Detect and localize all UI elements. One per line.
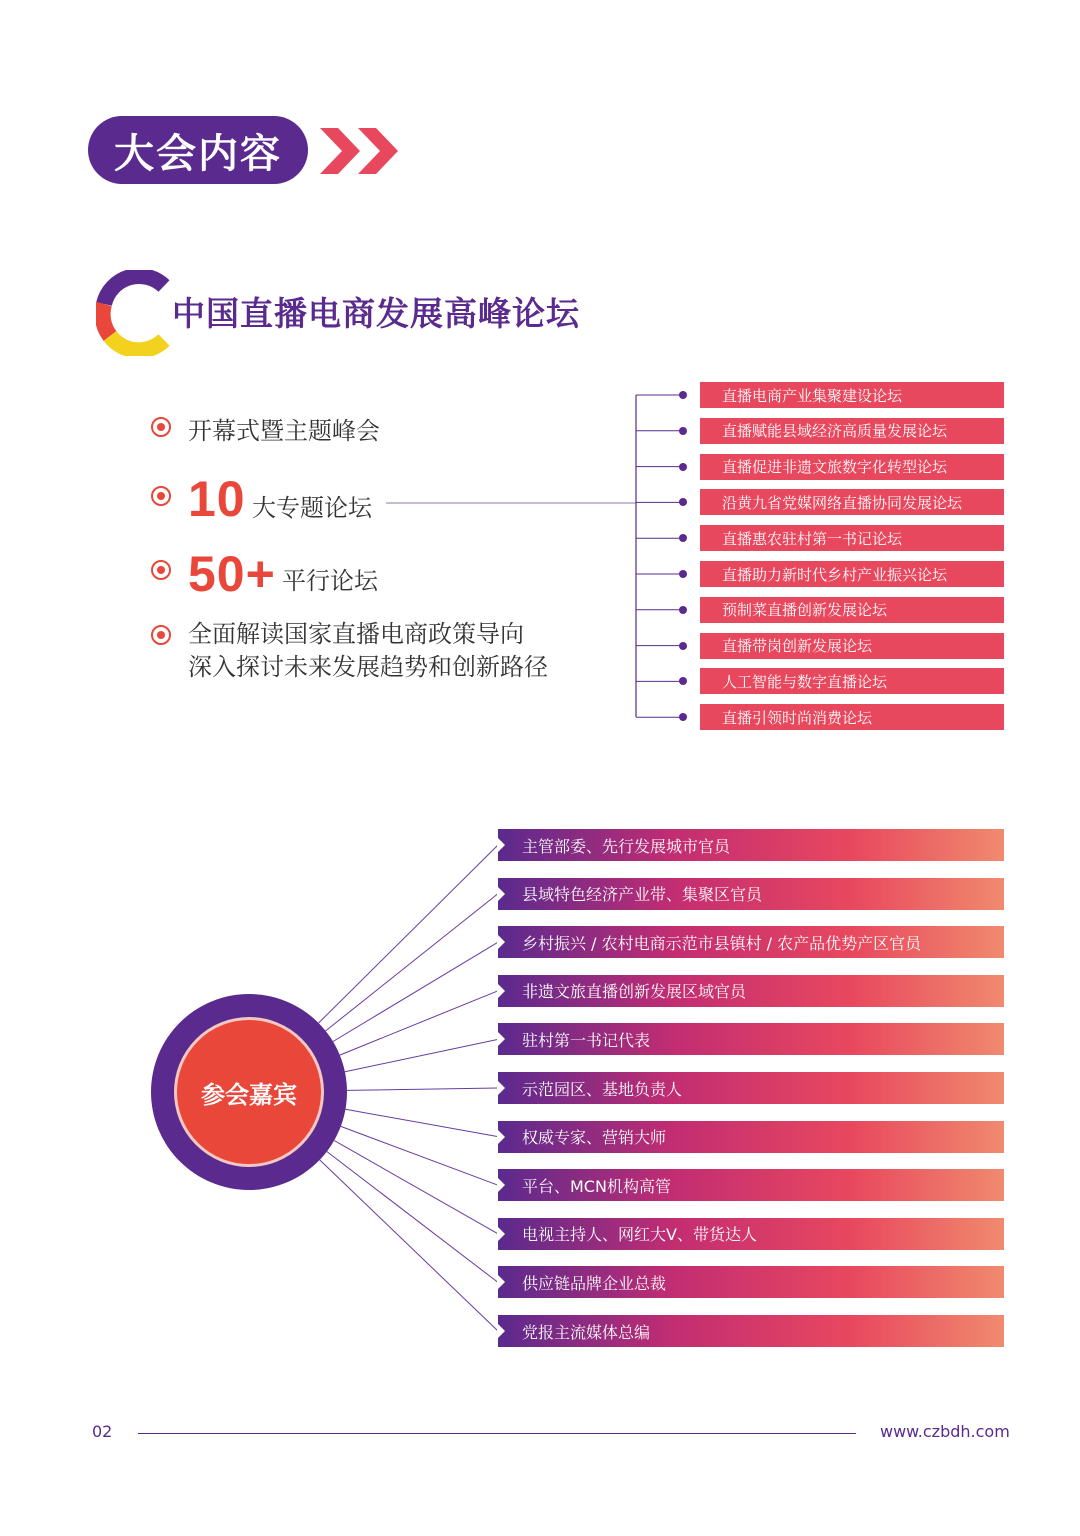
guest-connector-line: [333, 942, 498, 1041]
guest-item: 乡村振兴 / 农村电商示范市县镇村 / 农产品优势产区官员: [498, 926, 1004, 958]
parallel-forum-label: 平行论坛: [282, 567, 378, 595]
sub-forum-item: 直播惠农驻村第一书记论坛: [700, 525, 1004, 551]
sub-forum-item: 直播引领时尚消费论坛: [700, 704, 1004, 730]
forum-title: 中国直播电商发展高峰论坛: [172, 294, 580, 333]
connector-dot-icon: [679, 463, 687, 471]
connector-dot-icon: [679, 391, 687, 399]
sub-forum-item: 直播带岗创新发展论坛: [700, 633, 1004, 659]
connector-dot-icon: [679, 606, 687, 614]
sub-forum-item: 沿黄九省党媒网络直播协同发展论坛: [700, 489, 1004, 515]
topic-forum-label: 大专题论坛: [252, 494, 372, 522]
bullet-opening: 开幕式暨主题峰会: [188, 417, 380, 445]
connector-dot-icon: [679, 642, 687, 650]
guest-item: 主管部委、先行发展城市官员: [498, 829, 1004, 861]
guest-item: 驻村第一书记代表: [498, 1023, 1004, 1055]
guest-connector-line: [326, 894, 498, 1031]
guest-connector-line: [346, 1109, 499, 1136]
sub-forum-item: 预制菜直播创新发展论坛: [700, 597, 1004, 623]
parallel-forum-count: 50+: [188, 546, 276, 602]
footer-url[interactable]: www.czbdh.com: [880, 1422, 1010, 1441]
guest-item: 党报主流媒体总编: [498, 1315, 1004, 1347]
guest-item: 平台、MCN机构高管: [498, 1169, 1004, 1201]
sub-forum-item: 直播助力新时代乡村产业振兴论坛: [700, 561, 1004, 587]
sub-forum-item: 人工智能与数字直播论坛: [700, 668, 1004, 694]
connector-dot-icon: [679, 570, 687, 578]
guest-connector-line: [327, 1152, 498, 1283]
page-number: 02: [92, 1422, 113, 1441]
sub-forum-item: 直播促进非遗文旅数字化转型论坛: [700, 454, 1004, 480]
sub-forum-item: 直播赋能县域经济高质量发展论坛: [700, 418, 1004, 444]
topic-forum-count: 10: [188, 471, 246, 527]
guest-connector-line: [320, 1160, 498, 1331]
guest-item: 供应链品牌企业总裁: [498, 1266, 1004, 1298]
guest-connector-line: [345, 1039, 498, 1071]
connector-dot-icon: [679, 427, 687, 435]
footer-divider: [138, 1433, 856, 1434]
guest-item: 非遗文旅直播创新发展区域官员: [498, 975, 1004, 1007]
guest-item: 示范园区、基地负责人: [498, 1072, 1004, 1104]
guest-item: 县域特色经济产业带、集聚区官员: [498, 878, 1004, 910]
sub-forum-item: 直播电商产业集聚建设论坛: [700, 382, 1004, 408]
policy-line-1: 全面解读国家直播电商政策导向: [188, 620, 524, 648]
guest-item: 电视主持人、网红大V、带货达人: [498, 1218, 1004, 1250]
guest-connector-line: [347, 1088, 498, 1090]
section-title: 大会内容: [88, 116, 308, 184]
policy-line-2: 深入探讨未来发展趋势和创新路径: [188, 653, 548, 681]
guest-connector-line: [341, 1126, 498, 1185]
guest-item: 权威专家、营销大师: [498, 1121, 1004, 1153]
guest-center-label: 参会嘉宾: [174, 1017, 324, 1167]
